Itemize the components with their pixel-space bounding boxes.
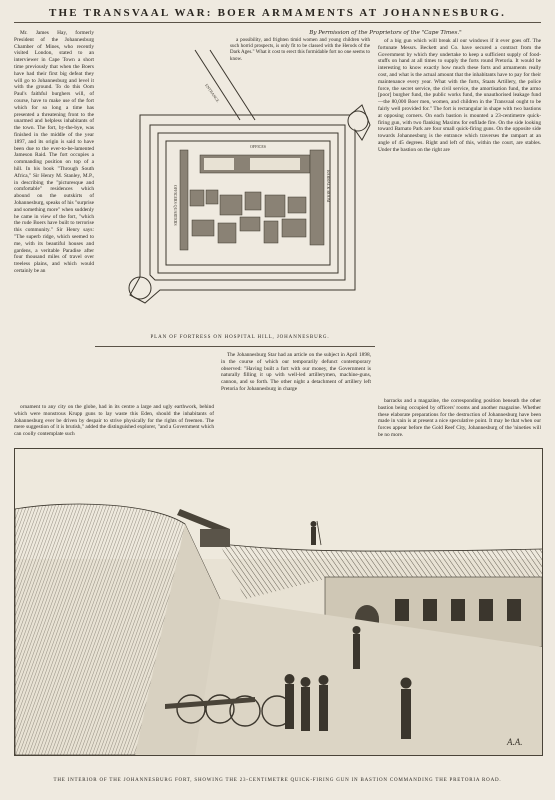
plan-rule [95, 346, 375, 347]
article-column-3-top [378, 38, 541, 438]
title-rule [14, 22, 541, 23]
article-paragraph: barracks and a magazine, the corresponding position beneath the other bastion being occupied by officers' rooms and another magazine. Whether these elaborate preparations for the destruction of Johannesburg have been made in vain is at present a nice speculative point. It may be that when our forces appear before the Gold Reef City, Johannesburg of the 'nineties will be no more. [378, 398, 541, 438]
fort-interior-engraving [14, 448, 543, 756]
plan-label-officers: OFFICERS QUARTERS [173, 185, 178, 226]
engraving-caption: THE INTERIOR OF THE JOHANNESBURG FORT, SHOWING THE 23-CENTIMETRE QUICK-FIRING GUN IN BASTION COMMANDING THE PRETORIA ROAD. [53, 778, 502, 783]
article-paragraph: ornament to any city on the globe, had in its centre a large and ugly earthwork, behind which were monstrous Krupp guns to lay waste this Eden, should the inhabitants of Johannesburg ever be driven by despair to strive physically for the rights of freemen. The mere suggestion of it is brutish," added the distinguished explorer, "and a Government which can coolly contemplate such [14, 404, 214, 438]
plan-caption: PLAN OF FORTRESS ON HOSPITAL HILL, JOHANNESBURG. [150, 335, 330, 340]
article-paragraph: of a big gun which will break all our windows if it ever goes off. The fortunate Messrs. Beckett and Co. have secured a contract from the Government by which they undertake to keep a sufficient supply of food-stuffs on hand at all times to supply the forts round Pretoria. It would be interesting to know exactly how much these forts and armaments really cost, and what is the actual amount that the inhabitants have to pay for their maintenance every year. What with the forts, Staats Artillery, the police force, the secret service, the civil service, the amortisation fund, the armo [poor] burgher fund, the public works fund, the unauthorised leakage fund—the 80,000 Boer men, women, and children in the Transvaal ought to be fairly well provided for." The fort is rectangular in shape with two bastions at opposing corners. On each bastion is mounted a 23-centimetre quick-firing gun, with two flanking Maxims for enfilade fire. On the side looking toward Barnato Park are four small quick-firing guns. On the opposite side towards Johannesburg is the entrance which traverses the rampart at an angle of 45 degrees. Right and left of this, within the court, are stables. Under the bastion on the right are [378, 38, 541, 153]
article-paragraph: Mr. James Hay, formerly President of the Johannesburg Chamber of Mines, who recently visited London, stated to an interviewer in Cape Town a short time previously that when the Boers have had their first big defeat they will go to Johannesburg and level it with the ground. To do this Oom Paul's faithful burghers will, of course, have to make use of the fort which for so long a time has presented a threatening front to the unarmed and helpless inhabitants of the town. The fort, by-the-bye, was finished in the middle of the year 1897, and its origin is said to have been due to the ever-to-be-lamented Jameson Raid. The fort occupies a commanding position on top of a hill. In his book "Through South Africa," Sir Henry M. Stanley, M.P., in describing the "picturesque and comfortable" residences which abound on the outskirts of Johannesburg, speaks of his "surprise and something more" when suddenly he came in view of the fort, "which the rude Boers have built to terrorise this community." Sir Henry says: "The superb ridge, which seemed to me, with its beautiful houses and gardens, a veritable Paradise after four thousand miles of travel over treeless plains, and which would certainly be an [14, 30, 95, 274]
article-column-3-bottom [378, 398, 541, 444]
plan-label-barracks: BARRACK ROOM [326, 170, 331, 203]
article-column-2-bottom [221, 352, 371, 442]
plan-label-offices: OFFICES [250, 144, 267, 149]
credit-line: By Permission of the Proprietors of the "Cape Times." [309, 30, 462, 36]
article-paragraph: The Johannesburg Star had an article on the subject in April 1898, in the course of which our temporarily defunct contemporary observed: "Having built a fort with our money, the Government is naturally filling it up with well-led artillerymen, machine-guns, cannon, and so forth. The other night a detachment of artillery left Pretoria for Johannesburg in charge [221, 352, 371, 392]
plan-label-entrance: ENTRANCE [204, 82, 221, 104]
page-title: THE TRANSVAAL WAR: BOER ARMAMENTS AT JOHANNESBURG. [48, 7, 507, 19]
article-paragraph: a possibility, and frighten timid women and young children with such horrid prospects, is only fit to be classed with the Herods of the Dark Ages." What it cost to erect this formidable fort no one seems to know. [230, 38, 370, 62]
svg-text:A.A.: A.A. [507, 737, 523, 747]
article-column-1-bottom [14, 404, 214, 446]
fortress-plan [100, 45, 375, 332]
engraving-drawing [15, 449, 542, 755]
fortress-plan-drawing [100, 45, 375, 332]
article-column-1-top [14, 30, 94, 402]
